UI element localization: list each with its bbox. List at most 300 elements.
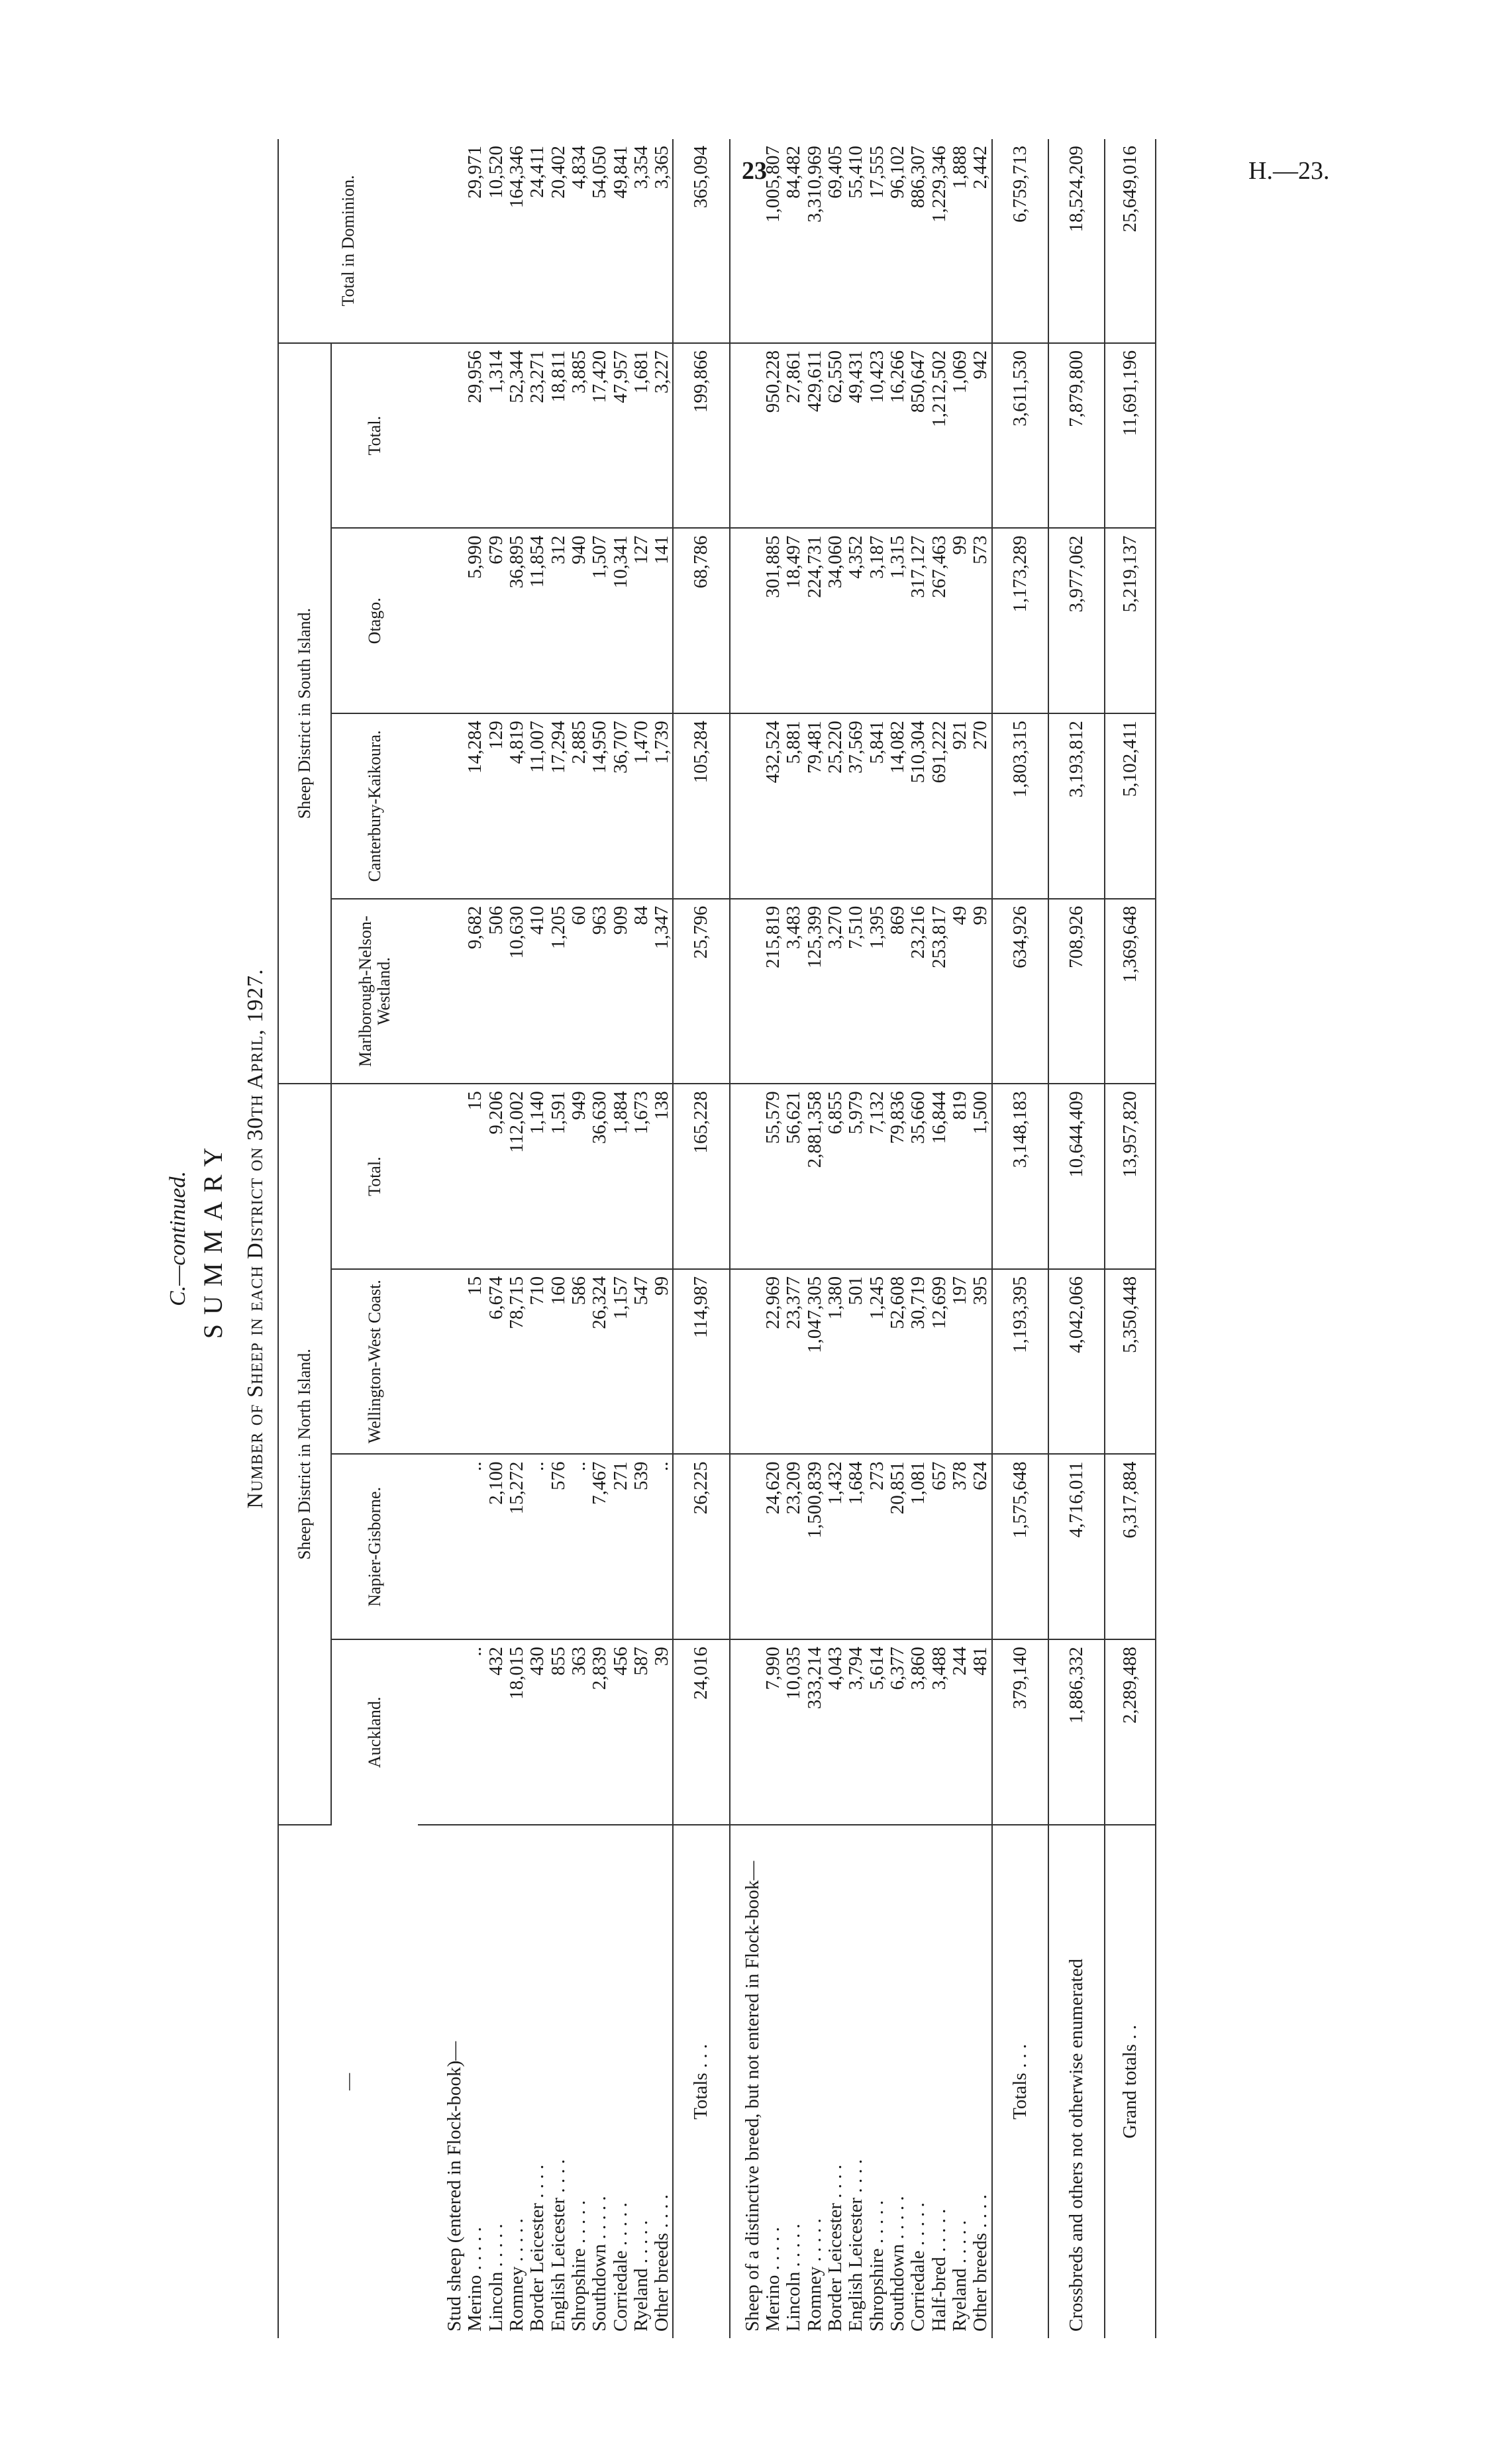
value-cell: 23,216 [908,899,929,1084]
value-cell: .. [652,1454,673,1639]
leader-dots: . . [1119,2025,1141,2039]
column-header-canterbury-kaikoura: Canterbury-Kaikoura. [331,713,418,899]
value-cell: 99 [652,1269,673,1455]
value-cell: 3,860 [908,1639,929,1825]
value-cell: 3,354 [631,139,652,343]
value-cell: 3,483 [783,899,804,1084]
row-label: Half-bred [928,2257,950,2332]
value-cell: 20,851 [887,1454,908,1639]
page-number: 23 [742,157,767,185]
row-label: Lincoln [783,2271,805,2332]
leader-dots: . . . . [970,2194,991,2228]
value-cell: 273 [867,1454,887,1639]
value-cell: 69,405 [825,139,846,343]
leader-dots: . . . [1009,2043,1031,2069]
value-cell: 1,005,807 [763,139,783,343]
table-row-label-cell [908,1825,929,2338]
value-cell: 657 [929,1454,950,1639]
value-cell: 429,611 [805,343,825,529]
value-cell: 1,347 [652,899,673,1084]
value-cell: 52,608 [887,1269,908,1455]
rotated-page-content [166,139,1510,2338]
row-label: Southdown [886,2243,908,2332]
value-cell: 52,344 [507,343,527,529]
value-cell: 333,214 [805,1639,825,1825]
empty-cell [730,528,763,713]
table-row [763,139,783,2338]
value-cell: 1,884 [611,1084,631,1269]
value-cell: 271 [611,1454,631,1639]
row-label: Crossbreds and others not otherwise enumerated [1065,1959,1087,2332]
value-cell: 3,488 [929,1639,950,1825]
value-cell: 55,579 [763,1084,783,1269]
value-cell: 6,855 [825,1084,846,1269]
value-cell: .. [569,1454,589,1639]
value-cell: 22,969 [763,1269,783,1455]
value-cell: 1,500 [970,1084,991,1269]
value-cell: 14,950 [589,713,610,899]
value-cell: 317,127 [908,528,929,713]
leader-dots: . . . . [651,2194,673,2228]
value-cell: 3,148,183 [992,1084,1048,1269]
value-cell: 17,420 [589,343,610,529]
value-cell: 942 [970,343,991,529]
value-cell: 270 [970,713,991,899]
value-cell: 114,987 [673,1269,729,1455]
value-cell: 20,402 [548,139,569,343]
value-cell: 25,796 [673,899,729,1084]
value-cell: .. [465,1639,485,1825]
value-cell: 1,591 [548,1084,569,1269]
value-cell: 3,977,062 [1048,528,1105,713]
value-cell: 16,844 [929,1084,950,1269]
value-cell: 1,380 [825,1269,846,1455]
leader-dots: . . . . . [762,2227,784,2271]
value-cell: 141 [652,528,673,713]
table-row [486,139,507,2338]
table-row-label-cell [611,1825,631,2338]
stud-totals-row-label-cell [673,1825,729,2338]
table-row-label-cell [527,1825,548,2338]
leader-dots: . . . . [825,2164,846,2198]
row-label: Ryeland [948,2268,970,2332]
value-cell: 36,630 [589,1084,610,1269]
column-header-marlborough-nelson-westland: Marlborough-Nelson-Westland. [331,899,418,1084]
value-cell: 10,341 [611,528,631,713]
sheep-district-table [277,139,1156,2338]
distinctive-totals-row [992,139,1048,2338]
value-cell: 26,324 [589,1269,610,1455]
value-cell: 4,043 [825,1639,846,1825]
value-cell: 18,497 [783,528,804,713]
dominion-total-header: Total in Dominion. [278,139,418,343]
column-header-south-total: Total. [331,343,418,529]
leader-dots: . . . . [527,2164,548,2198]
value-cell: 365,094 [673,139,729,343]
column-header-otago: Otago. [331,528,418,713]
empty-cell [418,343,465,529]
value-cell: 1,888 [950,139,970,343]
value-cell: 165,228 [673,1084,729,1269]
value-cell: 23,377 [783,1269,804,1455]
value-cell: 1,047,305 [805,1269,825,1455]
value-cell: 6,674 [486,1269,507,1455]
value-cell: .. [527,1454,548,1639]
column-header-auckland: Auckland. [331,1639,418,1825]
value-cell: 1,193,395 [992,1269,1048,1455]
row-label: Totals [1009,2073,1031,2120]
value-cell: 11,691,196 [1105,343,1156,529]
table-row [527,139,548,2338]
value-cell: 1,681 [631,343,652,529]
table-row [846,139,866,2338]
value-cell: 11,007 [527,713,548,899]
value-cell: 25,649,016 [1105,139,1156,343]
value-cell: 29,971 [465,139,485,343]
value-cell: 379,140 [992,1639,1048,1825]
value-cell: 160 [548,1269,569,1455]
row-label: English Leicester [845,2197,867,2332]
value-cell: 127 [631,528,652,713]
value-cell: 1,803,315 [992,713,1048,899]
leader-dots: . . . . . [866,2200,887,2244]
value-cell: 1,470 [631,713,652,899]
value-cell: 430 [527,1639,548,1825]
value-cell: 1,205 [548,899,569,1084]
value-cell: 7,879,800 [1048,343,1105,529]
value-cell: 573 [970,528,991,713]
value-cell: 10,644,409 [1048,1084,1105,1269]
row-label: English Leicester [547,2197,569,2332]
table-row [950,139,970,2338]
value-cell: 963 [589,899,610,1084]
value-cell: 18,524,209 [1048,139,1105,343]
table-body [418,139,1156,2338]
value-cell: 3,227 [652,343,673,529]
table-row-label-cell [763,1825,783,2338]
leader-dots: . . . . . [609,2202,631,2246]
value-cell: 1,507 [589,528,610,713]
value-cell: 10,423 [867,343,887,529]
value-cell: 1,245 [867,1269,887,1455]
empty-cell [730,1639,763,1825]
table-row [970,139,991,2338]
value-cell: 6,317,884 [1105,1454,1156,1639]
value-cell: 54,050 [589,139,610,343]
distinctive-section-heading-label: Sheep of a distinctive breed, but not entered in Flock-book— [741,1861,763,2332]
table-row [887,139,908,2338]
table-row-label-cell [631,1825,652,2338]
empty-cell [418,139,465,343]
value-cell: 164,346 [507,139,527,343]
value-cell: 11,854 [527,528,548,713]
value-cell: 5,990 [465,528,485,713]
table-row [611,139,631,2338]
value-cell: 2,881,358 [805,1084,825,1269]
value-cell: 1,157 [611,1269,631,1455]
value-cell: 539 [631,1454,652,1639]
value-cell: 634,926 [992,899,1048,1084]
value-cell: 199,866 [673,343,729,529]
value-cell: 456 [611,1639,631,1825]
value-cell: 850,647 [908,343,929,529]
row-label: Border Leicester [825,2202,846,2332]
value-cell: 2,885 [569,713,589,899]
value-cell: 869 [887,899,908,1084]
value-cell: 1,081 [908,1454,929,1639]
value-cell: 24,620 [763,1454,783,1639]
value-cell: 49,841 [611,139,631,343]
value-cell: 363 [569,1639,589,1825]
value-cell: 9,682 [465,899,485,1084]
table-row-label-cell [825,1825,846,2338]
table-row [589,139,610,2338]
value-cell: 921 [950,713,970,899]
row-label: Merino [762,2275,784,2332]
grand-totals-row [1105,139,1156,2338]
row-label: Corriedale [907,2250,929,2332]
leader-dots: . . . . [547,2159,569,2193]
table-subheading: Number of Sheep in each District on 30th April, 1927. [243,968,268,1509]
grand-totals-row-label-cell [1105,1825,1156,2338]
value-cell: 23,209 [783,1454,804,1639]
value-cell: 99 [950,528,970,713]
value-cell: 301,885 [763,528,783,713]
value-cell: 29,956 [465,343,485,529]
value-cell: 6,377 [887,1639,908,1825]
value-cell: 679 [486,528,507,713]
value-cell: 14,082 [887,713,908,899]
value-cell: 215,819 [763,899,783,1084]
value-cell: 138 [652,1084,673,1269]
value-cell: 34,060 [825,528,846,713]
value-cell: 501 [846,1269,866,1455]
value-cell: 3,270 [825,899,846,1084]
column-header-napier-gisborne: Napier-Gisborne. [331,1454,418,1639]
row-label: Shropshire [866,2248,887,2332]
value-cell: 4,834 [569,139,589,343]
value-cell: 47,957 [611,343,631,529]
empty-cell [730,1084,763,1269]
summary-heading: SUMMARY [198,1138,228,1339]
row-label: Other breeds [970,2233,991,2332]
value-cell: 1,500,839 [805,1454,825,1639]
value-cell: 17,555 [867,139,887,343]
empty-cell [418,1639,465,1825]
value-cell: 4,819 [507,713,527,899]
value-cell: 79,481 [805,713,825,899]
value-cell: 129 [486,713,507,899]
table-row [631,139,652,2338]
table-row [805,139,825,2338]
value-cell: 855 [548,1639,569,1825]
leader-dots: . . . . . [505,2218,527,2262]
table-row-label-cell [486,1825,507,2338]
empty-cell [418,899,465,1084]
row-label: Totals [690,2073,712,2120]
column-header-wellington-west-coast: Wellington-West Coast. [331,1269,418,1455]
value-cell: 7,510 [846,899,866,1084]
value-cell: 5,219,137 [1105,528,1156,713]
table-row-label-cell [887,1825,908,2338]
stud-totals-row [673,139,729,2338]
value-cell: 60 [569,899,589,1084]
value-cell: 4,716,011 [1048,1454,1105,1639]
value-cell: 2,100 [486,1454,507,1639]
leader-dots: . . . [690,2043,712,2069]
row-label: Merino [464,2275,486,2332]
value-cell: 18,015 [507,1639,527,1825]
table-row [652,139,673,2338]
value-cell: 1,684 [846,1454,866,1639]
empty-cell [730,139,763,343]
value-cell: 17,294 [548,713,569,899]
value-cell: 410 [527,899,548,1084]
crossbreds-row-label-cell [1048,1825,1105,2338]
value-cell: 950,228 [763,343,783,529]
table-row [867,139,887,2338]
north-island-header: Sheep District in North Island. [278,1084,331,1824]
table-row-label-cell [652,1825,673,2338]
table-row [929,139,950,2338]
row-label: Romney [505,2266,527,2332]
value-cell: 3,193,812 [1048,713,1105,899]
value-cell: 3,187 [867,528,887,713]
value-cell: 547 [631,1269,652,1455]
leader-dots: . . . . . [907,2202,929,2246]
value-cell: 1,069 [950,343,970,529]
stud-section-heading-label: Stud sheep (entered in Flock-book)— [444,2041,465,2332]
column-header-north-total: Total. [331,1084,418,1269]
value-cell: 10,630 [507,899,527,1084]
value-cell: 5,614 [867,1639,887,1825]
value-cell: 586 [569,1269,589,1455]
table-row-label-cell [805,1825,825,2338]
value-cell: 3,794 [846,1639,866,1825]
value-cell: 6,759,713 [992,139,1048,343]
value-cell: 224,731 [805,528,825,713]
table-row-label-cell [929,1825,950,2338]
value-cell: 36,707 [611,713,631,899]
empty-cell [730,1269,763,1455]
value-cell: 15 [465,1269,485,1455]
value-cell: 39 [652,1639,673,1825]
leader-dots: . . . . . [783,2224,805,2267]
value-cell: .. [465,1454,485,1639]
value-cell: 49,431 [846,343,866,529]
value-cell: 99 [970,899,991,1084]
value-cell: 5,979 [846,1084,866,1269]
leader-dots: . . . . [845,2159,867,2193]
document-reference: H.—23. [1248,157,1330,185]
value-cell: 1,886,332 [1048,1639,1105,1825]
value-cell: 4,042,066 [1048,1269,1105,1455]
row-label: Other breeds [651,2233,673,2332]
row-label: Corriedale [609,2250,631,2332]
value-cell: 819 [950,1084,970,1269]
leader-dots: . . . . . [886,2196,908,2239]
value-cell: 2,289,488 [1105,1639,1156,1825]
leader-dots: . . . . . [485,2224,507,2267]
value-cell: 14,284 [465,713,485,899]
value-cell: 36,895 [507,528,527,713]
empty-cell [730,899,763,1084]
table-row [908,139,929,2338]
south-island-header: Sheep District in South Island. [278,343,331,1084]
value-cell: 2,839 [589,1639,610,1825]
value-cell: 7,467 [589,1454,610,1639]
leader-dots: . . . . . [568,2200,589,2244]
value-cell: 30,719 [908,1269,929,1455]
value-cell: 5,350,448 [1105,1269,1156,1455]
value-cell: 1,369,648 [1105,899,1156,1084]
table-row-label-cell [507,1825,527,2338]
leader-dots: . . . . . [948,2220,970,2264]
table-row-label-cell [867,1825,887,2338]
corner-header: — [278,1825,418,2338]
stud-section-heading [418,139,465,2338]
value-cell: 18,811 [548,343,569,529]
empty-cell [418,1269,465,1455]
row-label: Ryeland [630,2268,652,2332]
value-cell: 2,442 [970,139,991,343]
leader-dots: . . . . . [803,2218,825,2262]
empty-cell [730,1454,763,1639]
distinctive-totals-row-label-cell [992,1825,1048,2338]
row-label: Border Leicester [527,2202,548,2332]
value-cell: 1,575,648 [992,1454,1048,1639]
value-cell: 432 [486,1639,507,1825]
value-cell: 949 [569,1084,589,1269]
value-cell: 395 [970,1269,991,1455]
value-cell: 253,817 [929,899,950,1084]
table-row [548,139,569,2338]
table-row [569,139,589,2338]
value-cell: 378 [950,1454,970,1639]
value-cell: 68,786 [673,528,729,713]
empty-cell [418,1084,465,1269]
value-cell: 624 [970,1454,991,1639]
value-cell: 84 [631,899,652,1084]
value-cell: 1,140 [527,1084,548,1269]
value-cell: 708,926 [1048,899,1105,1084]
value-cell: 27,861 [783,343,804,529]
value-cell: 710 [527,1269,548,1455]
table-row-label-cell [569,1825,589,2338]
value-cell: 691,222 [929,713,950,899]
value-cell: 5,841 [867,713,887,899]
value-cell: 37,569 [846,713,866,899]
leader-dots: . . . . . [928,2208,950,2253]
value-cell: 62,550 [825,343,846,529]
value-cell: 10,520 [486,139,507,343]
value-cell: 56,621 [783,1084,804,1269]
value-cell: 7,990 [763,1639,783,1825]
row-label: Grand totals [1119,2044,1141,2139]
row-label: Lincoln [485,2271,507,2332]
value-cell: 4,352 [846,528,866,713]
value-cell: 7,132 [867,1084,887,1269]
distinctive-section-heading [730,139,763,2338]
value-cell: 1,432 [825,1454,846,1639]
continuation-label: C.—continued. [166,1171,190,1306]
table-row-label-cell [783,1825,804,2338]
value-cell: 1,229,346 [929,139,950,343]
value-cell: 55,410 [846,139,866,343]
row-label: Romney [803,2266,825,2332]
value-cell: 16,266 [887,343,908,529]
value-cell: 244 [950,1639,970,1825]
